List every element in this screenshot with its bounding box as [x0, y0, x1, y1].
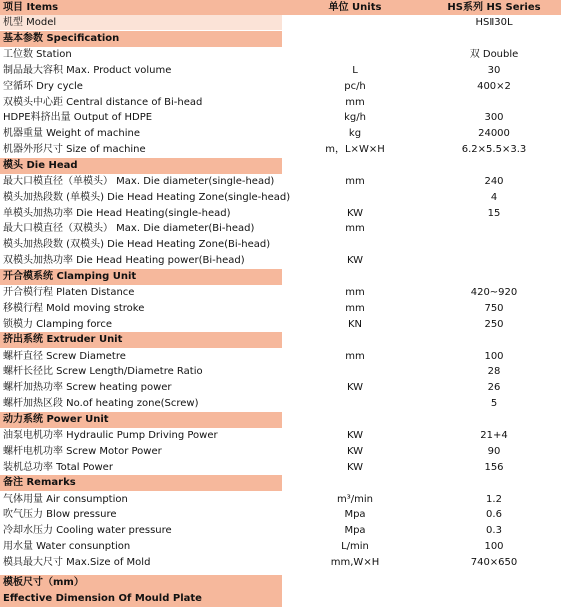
section-header: 动力系统 Power Unit	[0, 412, 282, 428]
row-item: 螺杆电机功率 Screw Motor Power	[3, 445, 162, 457]
table-row	[0, 444, 561, 459]
row-value: 1.2	[486, 493, 502, 505]
row-unit: mm	[345, 223, 365, 235]
row-value: 24000	[478, 128, 510, 140]
row-unit: KW	[346, 255, 364, 266]
row-item: 制品最大容积 Max. Product volume	[3, 65, 172, 76]
row-item: 模头加热段数 (双模头) Die Head Heating Zone(Bi-head)	[3, 239, 271, 251]
row-item: 机器外形尺寸 Size of machine	[3, 144, 146, 155]
row-item: 双模头加热功率 Die Head Heating power(Bi-head)	[3, 255, 245, 266]
table-row	[0, 63, 561, 78]
table-row	[0, 110, 561, 125]
row-item: 模具最大尺寸 Max.Size of Mold	[3, 556, 151, 568]
table-header	[0, 0, 561, 15]
table-row	[0, 301, 561, 316]
header-items: 项目 Items	[3, 2, 59, 13]
header-series: HS系列 HS Series	[447, 2, 541, 13]
row-value: 100	[484, 541, 504, 552]
row-value: 15	[487, 207, 501, 219]
row-unit: mm	[345, 287, 365, 298]
row-unit: mm,W×H	[330, 556, 380, 568]
row-unit: mm	[345, 302, 365, 314]
row-item: 气体用量 Air consumption	[3, 493, 128, 505]
table-row	[0, 364, 561, 379]
row-item: 模头加热段数 (单模头) Die Head Heating Zone(single-head)	[3, 191, 291, 203]
table-row	[0, 206, 561, 221]
table-row	[0, 380, 561, 395]
row-value: 300	[484, 112, 504, 124]
row-value: 21+4	[480, 430, 508, 441]
row-unit: mm	[345, 350, 365, 362]
row-unit: kg/h	[344, 112, 366, 124]
table-row	[0, 237, 561, 252]
row-item: 装机总功率 Total Power	[3, 461, 113, 473]
row-value: 750	[484, 302, 504, 314]
row-item: 冷却水压力 Cooling water pressure	[3, 525, 172, 537]
row-item: 螺杆长径比 Screw Length/Diametre Ratio	[3, 366, 203, 378]
mould-plate-title-cn: 模板尺寸（mm）	[0, 575, 282, 591]
table-row	[0, 349, 561, 364]
mould-plate-title-en: Effective Dimension Of Mould Plate	[0, 591, 282, 607]
row-unit: KW	[346, 207, 364, 219]
row-item: 吹气压力 Blow pressure	[3, 509, 117, 521]
table-row	[0, 555, 561, 570]
row-unit: m³/min	[337, 493, 373, 505]
row-item: 螺杆直径 Screw Diametre	[3, 350, 126, 362]
row-item: HDPE料挤出量 Output of HDPE	[3, 112, 153, 124]
row-unit: kg	[348, 128, 362, 140]
row-value: 5	[490, 398, 498, 409]
row-value: 240	[484, 176, 504, 187]
table-row	[0, 396, 561, 411]
section-header: 模头 Die Head	[0, 158, 282, 174]
model-row	[0, 15, 513, 30]
row-value: 250	[484, 318, 504, 330]
row-item: 工位数 Station	[3, 49, 72, 61]
row-value: 90	[487, 445, 501, 457]
row-item: 机器重量 Weight of machine	[3, 128, 140, 140]
row-value: 30	[487, 65, 501, 76]
table-row	[0, 221, 561, 236]
row-value: 4	[490, 191, 498, 203]
table-row	[0, 539, 561, 554]
header-units: 单位 Units	[328, 2, 382, 13]
model-value: HSⅡ30L	[475, 17, 513, 28]
row-item: 螺杆加热功率 Screw heating power	[3, 382, 172, 394]
section-header: 备注 Remarks	[0, 475, 282, 491]
row-unit: KW	[346, 382, 364, 394]
table-row	[0, 142, 561, 157]
section-header: 挤出系统 Extruder Unit	[0, 332, 282, 348]
table-row	[0, 460, 561, 475]
row-item: 单模头加热功率 Die Head Heating(single-head)	[3, 207, 231, 219]
row-value: 740×650	[470, 556, 518, 568]
table-row	[0, 126, 561, 141]
row-item: 锁模力 Clamping force	[3, 318, 112, 330]
row-value: 100	[484, 350, 504, 362]
row-item: 空循环 Dry cycle	[3, 80, 83, 92]
row-unit: m，L×W×H	[325, 144, 385, 155]
table-row	[0, 523, 561, 538]
table-row	[0, 317, 561, 332]
row-item: 开合模行程 Platen Distance	[3, 287, 135, 298]
row-unit: KN	[347, 318, 363, 330]
table-row	[0, 507, 561, 522]
row-value: 6.2×5.5×3.3	[461, 144, 527, 155]
row-item: 最大口模直径（双模头） Max. Die diameter(Bi-head)	[3, 223, 255, 235]
row-item: 移模行程 Mold moving stroke	[3, 302, 145, 314]
row-unit: mm	[345, 176, 365, 187]
table-row	[0, 174, 561, 189]
row-item: 双模头中心距 Central distance of Bi-head	[3, 96, 203, 108]
row-item: 油泵电机功率 Hydraulic Pump Driving Power	[3, 430, 218, 441]
row-unit: L	[352, 65, 358, 76]
row-value: 双 Double	[469, 49, 519, 61]
row-unit: Mpa	[344, 525, 366, 537]
row-unit: KW	[346, 461, 364, 473]
row-value: 26	[487, 382, 501, 394]
table-row	[0, 492, 561, 507]
row-unit: mm	[345, 96, 365, 108]
table-row	[0, 95, 561, 110]
row-unit: L/min	[341, 541, 369, 552]
section-header: 开合模系统 Clamping Unit	[0, 269, 282, 285]
row-value: 28	[487, 366, 501, 378]
row-item: 最大口模直径（单模头） Max. Die diameter(single-head)	[3, 176, 275, 187]
row-item: 用水量 Water consunption	[3, 541, 131, 552]
table-row	[0, 47, 561, 62]
row-unit: Mpa	[344, 509, 366, 521]
table-row	[0, 285, 561, 300]
row-unit: KW	[346, 445, 364, 457]
table-row	[0, 79, 561, 94]
table-row	[0, 253, 561, 268]
row-value: 0.3	[486, 525, 502, 537]
row-unit: KW	[346, 430, 364, 441]
model-label: 机型 Model	[3, 17, 57, 28]
row-value: 156	[484, 461, 504, 473]
table-row	[0, 190, 561, 205]
table-row	[0, 428, 561, 443]
row-unit: pc/h	[344, 80, 366, 92]
row-value: 0.6	[486, 509, 502, 521]
row-item: 螺杆加热区段 No.of heating zone(Screw)	[3, 398, 199, 409]
row-value: 400×2	[477, 80, 511, 92]
section-header: 基本参数 Specification	[0, 31, 282, 47]
row-value: 420~920	[470, 287, 518, 298]
